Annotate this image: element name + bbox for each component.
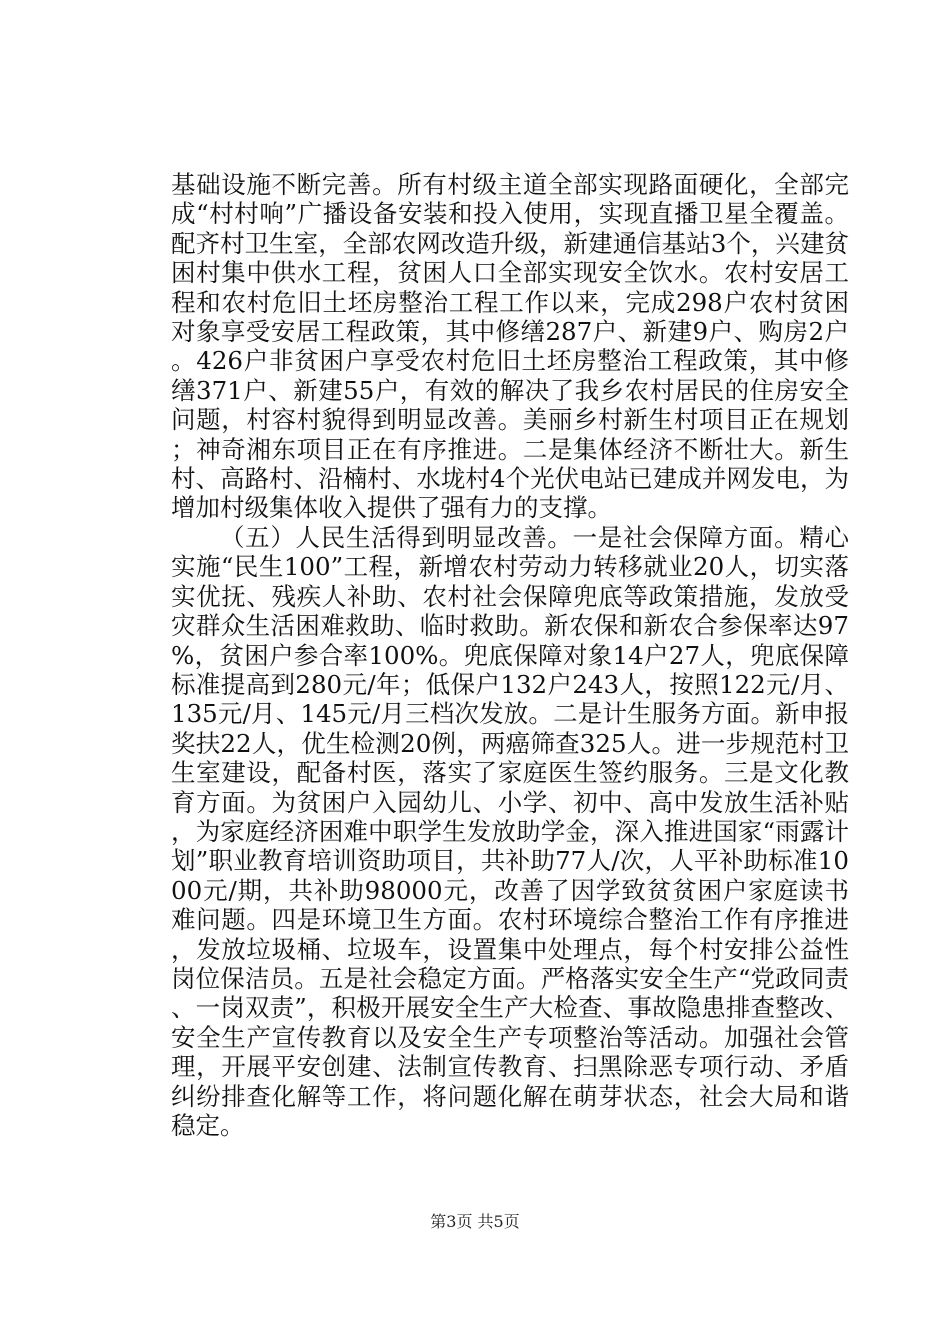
- paragraph-infrastructure: 基础设施不断完善。所有村级主道全部实现路面硬化，全部完成“村村响”广播设备安装和投入使用，实现直播卫星全覆盖。配齐村卫生室，全部农网改造升级，新建通信基站3个，兴建贫困村集中供水工程，贫困人口全部实现安全饮水。农村安居工程和农村危旧土坯房整治工程工作以来，完成298户农村贫困对象享受安居工程政策，其中修缮287户、新建9户、购房2户。426户非贫困户享受农村危旧土坯房整治工程政策，其中修缮371户、新建55户，有效的解决了我乡农村居民的住房安全问题，村容村貌得到明显改善。美丽乡村新生村项目正在规划；神奇湘东项目正在有序推进。二是集体经济不断壮大。新生村、高路村、沿楠村、水垅村4个光伏电站已建成并网发电，为增加村级集体收入提供了强有力的支撑。: [171, 170, 849, 523]
- body-text: [171, 170, 849, 1140]
- page-footer: 第3页 共5页: [430, 1212, 520, 1231]
- paragraph-living-standards: （五）人民生活得到明显改善。一是社会保障方面。精心实施“民生100”工程，新增农村劳动力转移就业20人，切实落实优抚、残疾人补助、农村社会保障兜底等政策措施，发放受灾群众生活困难救助、临时救助。新农保和新农合参保率达97%，贫困户参合率100%。兜底保障对象14户27人，兜底保障标准提高到280元/年；低保户132户243人，按照122元/月、135元/月、145元/月三档次发放。二是计生服务方面。新申报奖扶22人，优生检测20例，两癌筛查325人。进一步规范村卫生室建设，配备村医，落实了家庭医生签约服务。三是文化教育方面。为贫困户入园幼儿、小学、初中、高中发放生活补贴，为家庭经济困难中职学生发放助学金，深入推进国家“雨露计划”职业教育培训资助项目，共补助77人/次，人平补助标准1000元/期，共补助98000元，改善了因学致贫贫困户家庭读书难问题。四是环境卫生方面。农村环境综合整治工作有序推进，发放垃圾桶、垃圾车，设置集中处理点，每个村安排公益性岗位保洁员。五是社会稳定方面。严格落实安全生产“党政同责、一岗双责”，积极开展安全生产大检查、事故隐患排查整改、安全生产宣传教育以及安全生产专项整治等活动。加强社会管理，开展平安创建、法制宣传教育、扫黑除恶专项行动、矛盾纠纷排查化解等工作，将问题化解在萌芽状态，社会大局和谐稳定。: [171, 522, 849, 1140]
